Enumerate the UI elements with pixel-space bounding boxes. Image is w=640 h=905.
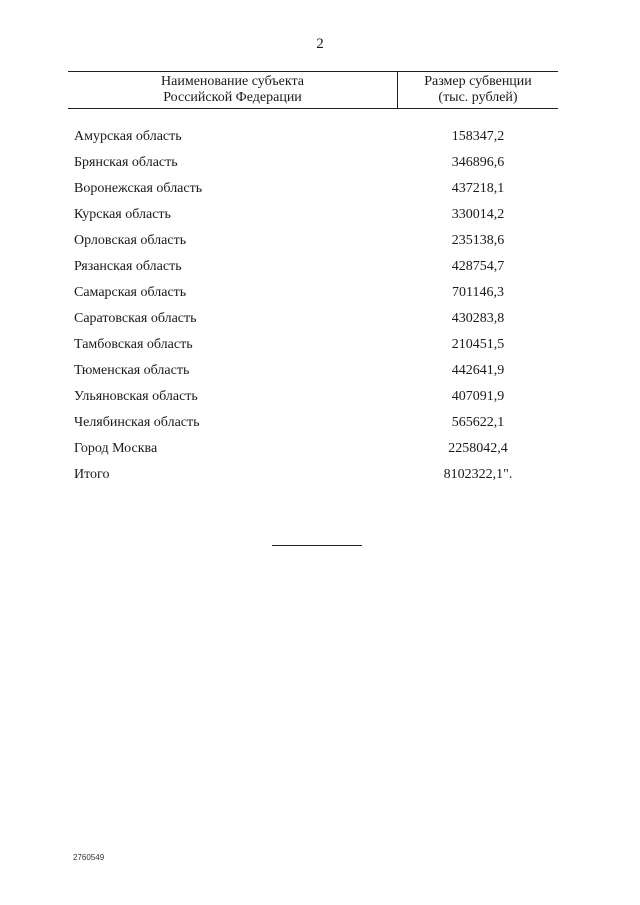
table-row <box>0 180 640 206</box>
closing-rule <box>272 545 362 546</box>
region-name: Город Москва <box>74 441 158 456</box>
region-name: Челябинская область <box>74 415 200 430</box>
subvention-amount: 158347,2 <box>451 129 505 144</box>
region-name: Орловская область <box>74 233 187 248</box>
subvention-amount: 330014,2 <box>451 207 505 222</box>
subvention-amount: 428754,7 <box>451 259 505 274</box>
region-name: Брянская область <box>74 155 178 170</box>
document-code: 2760549 <box>73 853 105 862</box>
table-row <box>0 440 640 466</box>
table-row <box>0 414 640 440</box>
region-name: Саратовская область <box>74 311 197 326</box>
subvention-amount: 701146,3 <box>452 285 504 300</box>
table-row <box>0 258 640 284</box>
region-name: Ульяновская область <box>74 389 198 404</box>
header-value-line-2: (тыс. рублей) <box>438 90 518 105</box>
region-name: Самарская область <box>74 285 187 300</box>
total-amount: 8102322,1". <box>443 467 513 482</box>
table-row <box>0 336 640 362</box>
header-value-line-1: Размер субвенции <box>424 74 532 89</box>
table-body <box>0 128 640 492</box>
region-name: Рязанская область <box>74 259 182 274</box>
subvention-amount: 565622,1 <box>451 415 505 430</box>
table-row <box>0 362 640 388</box>
region-name: Воронежская область <box>74 181 203 196</box>
subvention-amount: 442641,9 <box>451 363 505 378</box>
region-name: Тамбовская область <box>74 337 193 352</box>
table-row <box>0 128 640 154</box>
subvention-amount: 346896,6 <box>451 155 505 170</box>
table-row <box>0 232 640 258</box>
table-row-total <box>0 466 640 492</box>
header-name-column <box>68 74 397 106</box>
table-row <box>0 388 640 414</box>
header-name-line-1: Наименование субъекта <box>161 74 304 89</box>
table-row <box>0 284 640 310</box>
table-row <box>0 154 640 180</box>
subvention-amount: 235138,6 <box>451 233 505 248</box>
table-row <box>0 206 640 232</box>
subvention-amount: 210451,5 <box>451 337 505 352</box>
table-header <box>68 71 558 109</box>
total-label: Итого <box>74 467 110 482</box>
subvention-amount: 407091,9 <box>451 389 505 404</box>
subvention-amount: 430283,8 <box>451 311 505 326</box>
header-value-column <box>398 74 558 106</box>
subvention-amount: 437218,1 <box>451 181 505 196</box>
region-name: Курская область <box>74 207 171 222</box>
region-name: Амурская область <box>74 129 182 144</box>
header-name-line-2: Российской Федерации <box>163 90 302 105</box>
table-row <box>0 310 640 336</box>
region-name: Тюменская область <box>74 363 190 378</box>
subvention-amount: 2258042,4 <box>448 441 508 456</box>
page-number: 2 <box>316 36 324 52</box>
